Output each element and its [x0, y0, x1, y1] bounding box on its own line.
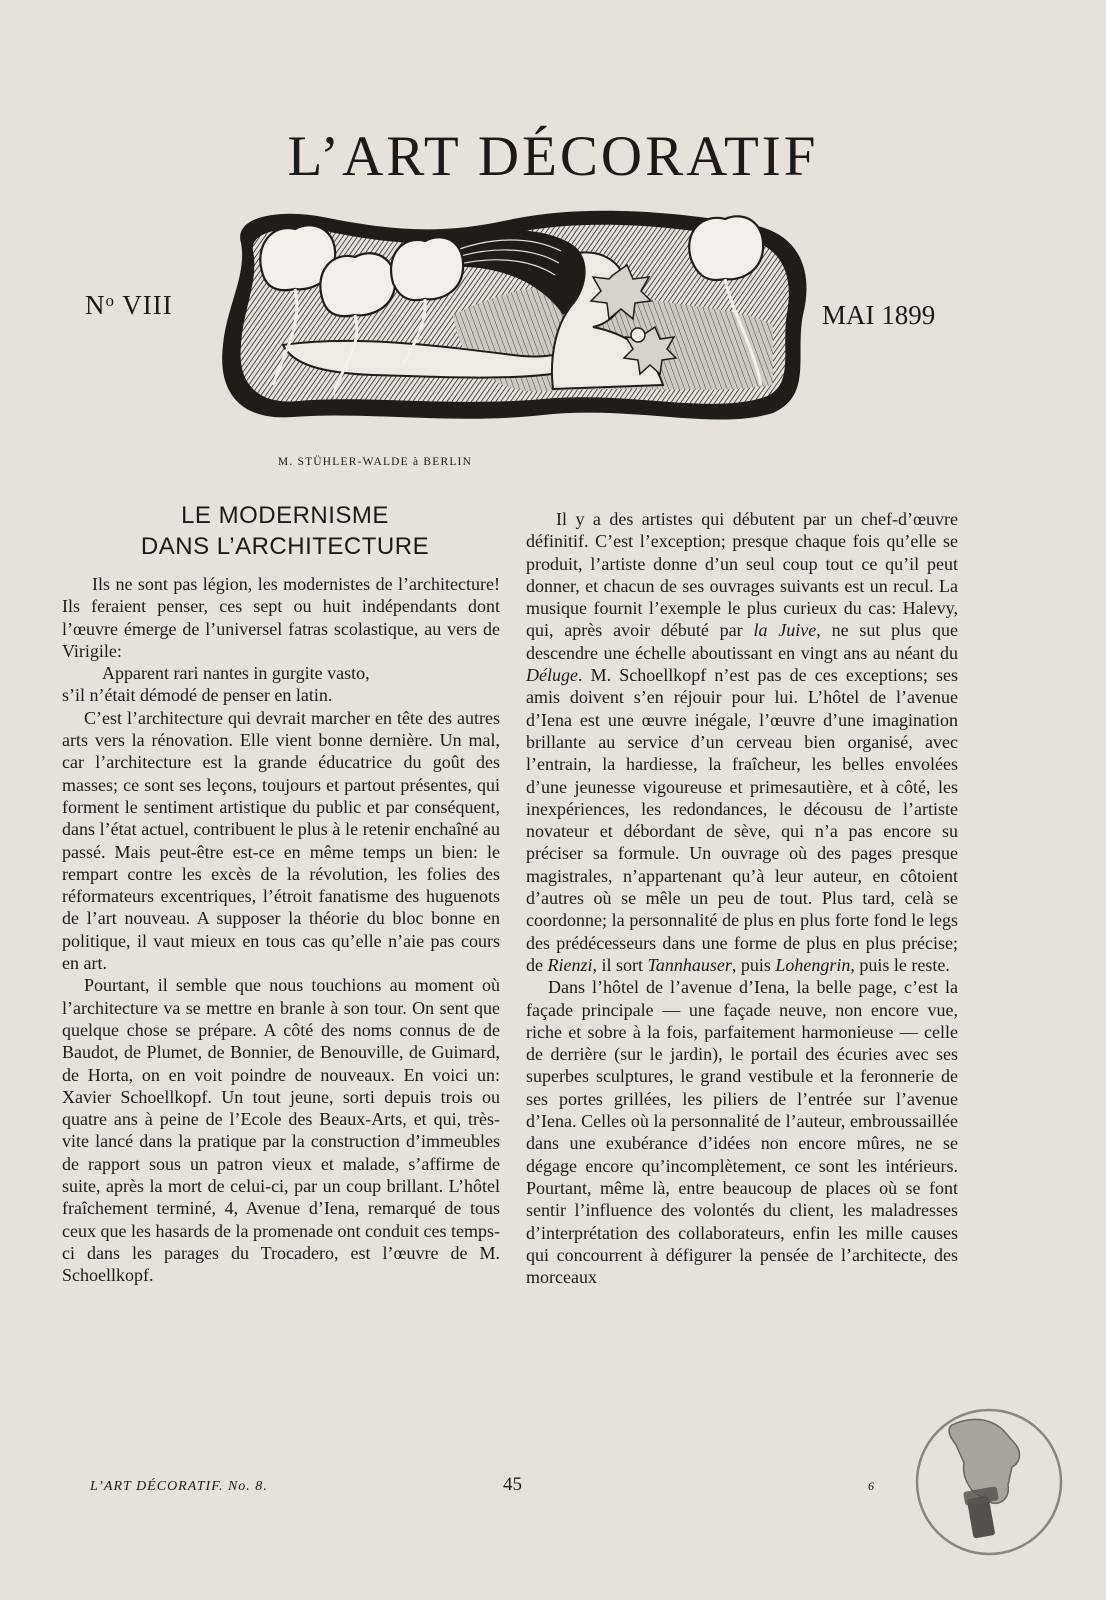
- stamp-graphic: [912, 1405, 1066, 1559]
- title-tannhauser: Tannhauser: [647, 954, 732, 975]
- illustration-credit: M. STÜHLER-WALDE à BERLIN: [277, 456, 473, 468]
- issue-number-prefix: N: [85, 290, 106, 320]
- title-la-juive: la Juive: [753, 620, 817, 641]
- paragraph-4-d: , il sort: [592, 954, 644, 975]
- right-column: [526, 508, 958, 1288]
- article-title-line-2: DANS L’ARCHITECTURE: [140, 533, 430, 560]
- paragraph-1: Ils ne sont pas légion, les modernistes de l’architecture! Ils feraient penser, ces sept ou huit indépendants dont l’œuvre émerge de l’universel fatras scolastique, au vers de Virigile:: [62, 574, 500, 661]
- title-deluge: Déluge: [526, 665, 578, 686]
- signature-mark: 6: [868, 1479, 874, 1493]
- vignette-illustration: [213, 205, 813, 425]
- paragraph-4-c: . M. Schoellkopf n’est pas de ces exceptions; ses amis doivent s’en réjouir pour lui. L’hôtel de l’avenue d’Iena est une œuvre inégale, l’œuvre d’une imagination brillante au service d’un cerveau bien organisé, avec l’entrain, la hardiesse, la fraîcheur, les belles envolées d’une jeunesse vigoureuse et primesautière, et à côté, les inexpériences, les redondances, le décousu de l’artiste novateur et débordant de sève, qui n’a pas encore su préciser sa formule. Un ouvrage où des pages presque magistrales, n’appartenant qu’à leur auteur, en côtoient d’autres où se mêle un peu de tout. Plus tard, celà se coordonne; la personnalité de plus en plus forte fond le legs des prédécesseurs dans une forme de plus en plus précise; de: [526, 665, 958, 975]
- title-rienzi: Rienzi: [547, 954, 593, 975]
- masthead-title: L’ART DÉCORATIF: [287, 125, 819, 188]
- paragraph-4-e: , puis: [731, 954, 771, 975]
- paragraph-4-b: , ne sut plus que descendre une échelle aboutissant en vingt ans au néant du: [526, 620, 958, 663]
- article-title: [60, 500, 510, 562]
- paragraph-3: Pourtant, il semble que nous touchions au moment où l’architecture va se mettre en branle à son tour. On sent que quelque chose se prépare. A côté des noms connus de de Baudot, de Plumet, de Bonnier, de Benouville, de Guimard, de Horta, on en voit poindre de nouveaux. En voici un: Xavier Schoellkopf. Un tout jeune, sorti depuis trois ou quatre ans à peine de l’Ecole des Beaux-Arts, et qui, très-vite lancé dans la pratique par la construction d’immeubles de rapport sous un patron vieux et malade, s’affirme de suite, après la mort de celui-ci, par un coup brillant. L’hôtel fraîchement terminé, 4, Avenue d’Iena, remarqué de tous ceux que les hasards de la promenade ont conduit ces temps-ci dans les parages du Trocadero, est l’œuvre de M. Schoellkopf.: [62, 975, 500, 1286]
- paragraph-5: Dans l’hôtel de l’avenue d’Iena, la belle page, c’est la façade principale — une façade neuve, non encore vue, riche et sobre à la fois, parfaitement harmonieuse — celle de derrière (sur le jardin), le portail des écuries avec ses superbes sculptures, le grand vestibule et la feronnerie de ses portes grillées, les piliers de l’entrée sur l’avenue d’Iena. Celles où la personnalité de l’auteur, embroussaillée dans une exubérance d’idées non encore mûres, ne se dégage encore qu’incomplètement, ce sont les intérieurs. Pourtant, même là, entre beaucoup de places où se font sentir l’influence des volontés du client, les maladresses d’interprétation des collaborateurs, enfin les mille causes qui concourrent à défigurer la pensée de l’architecte, des morceaux: [526, 977, 958, 1288]
- footer-journal-name: L’ART DÉCORATIF. No. 8.: [90, 1479, 268, 1494]
- paragraph-1-end: s’il n’était démodé de penser en latin.: [62, 685, 333, 706]
- issue-number: [85, 290, 173, 321]
- left-column: [62, 573, 500, 1287]
- hand-stamp-icon: [912, 1405, 1066, 1559]
- page-number: 45: [503, 1474, 522, 1495]
- issue-date: MAI 1899: [822, 300, 936, 330]
- paragraph-4: [526, 508, 958, 976]
- issue-number-sup: o: [105, 291, 115, 310]
- title-lohengrin: Lohengrin: [775, 954, 851, 975]
- article-title-line-1: LE MODERNISME: [181, 502, 389, 529]
- paragraph-4-a: Il y a des artistes qui débutent par un chef-d’œuvre définitif. C’est l’exception; presque chaque fois qu’elle se produit, l’artiste donne d’un seul coup tout ce qu’il peut donner, et chacun de ses ouvrages suivants est un recul. La musique fournit l’exemple le plus curieux du cas: Halevy, qui, après avoir débuté par: [526, 509, 958, 641]
- paragraph-2: C’est l’architecture qui devrait marcher en tête des autres arts vers la rénovation. Elle vient bonne dernière. Un mal, car l’architecture est la grande éducatrice du goût des masses; ce sont ses leçons, toujours et partout présentes, qui forment le sentiment artistique du public et par conséquent, dans l’état actuel, contribuent le plus à le retenir enchaîné au passé. Mais peut-être est-ce en même temps un bien: le rempart contre les excès de la révolution, les folies des réformateurs excentriques, l’étroit fanatisme des huguenots de l’art nouveau. A supposer la théorie du bloc bonne en politique, il vaut mieux en tous cas qu’elle n’aie pas cours en art.: [62, 707, 500, 974]
- art-nouveau-vignette: [213, 205, 813, 425]
- issue-number-value: VIII: [122, 290, 173, 320]
- paragraph-4-f: , puis le reste.: [850, 954, 950, 975]
- latin-verse: Apparent rari nantes in gurgite vasto,: [102, 663, 370, 684]
